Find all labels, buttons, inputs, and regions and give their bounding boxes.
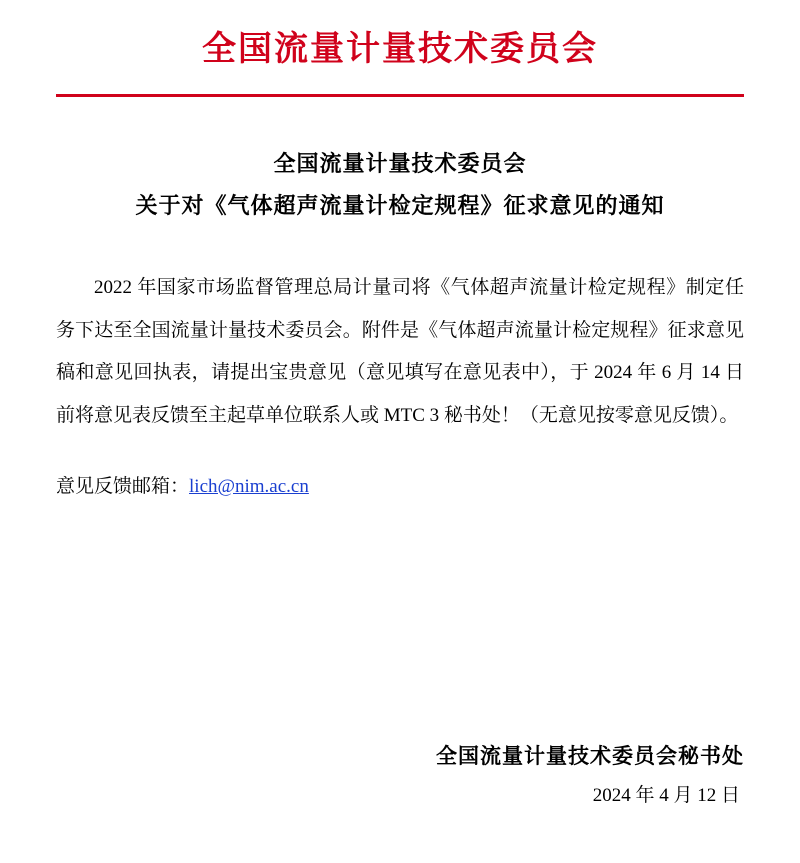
signature-date: 2024 年 4 月 12 日 <box>592 785 740 806</box>
body-paragraph: 2022 年国家市场监督管理总局计量司将《气体超声流量计检定规程》制定任务下达至全国流量计量技术委员会。附件是《气体超声流量计检定规程》征求意见稿和意见回执表，请提出宝贵意见（意见填写在意见表中），于 2024 年 6 月 14 日前将意见表反馈至主起草单位联系人或 MTC 3 秘书处！（无意见按零意见反馈）。 <box>56 276 744 427</box>
page-title <box>56 143 744 227</box>
letterhead-title: 全国流量计量技术委员会 <box>202 31 598 68</box>
doc-title-line-2: 关于对《气体超声流量计检定规程》征求意见的通知 <box>135 192 665 218</box>
signature-block <box>436 735 744 815</box>
letterhead-divider <box>56 94 744 97</box>
signature-organization: 全国流量计量技术委员会秘书处 <box>436 744 744 768</box>
contact-line <box>56 468 744 506</box>
doc-title-line-1: 全国流量计量技术委员会 <box>273 151 527 177</box>
contact-email-link[interactable]: lich@nim.ac.cn <box>189 475 309 497</box>
letterhead <box>56 0 744 97</box>
document-body <box>56 267 744 506</box>
contact-label: 意见反馈邮箱： <box>56 475 190 497</box>
